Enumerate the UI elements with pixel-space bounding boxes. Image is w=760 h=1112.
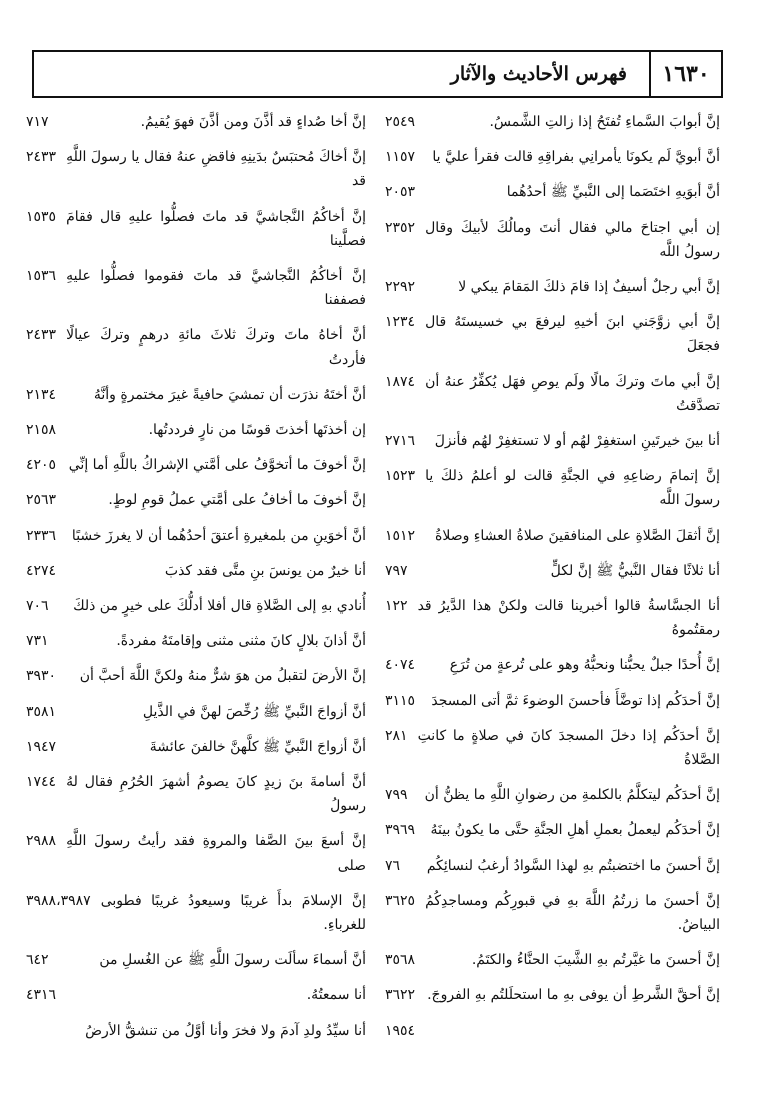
entry-page-ref: ٧٩٧: [385, 562, 408, 579]
index-entry: [26, 594, 366, 618]
index-entry: [385, 594, 720, 642]
entry-text: إنَّ أسعَ بينَ الصَّفا والمروةِ فقد رأيتُ رسولَ اللَّهِ صلى: [66, 833, 366, 874]
entry-text: إنَّ أبي زوَّجَني ابنَ أخيهِ ليرفعَ بي خسيستَهُ قال فجعَلَ: [425, 314, 720, 355]
entry-text: إنَّ الأرضَ لتقبلُ من هوَ شرٌّ منهُ ولكنَّ اللَّهَ أحبَّ أن: [79, 668, 366, 685]
entry-page-ref: ٤٠٧٤: [385, 657, 416, 674]
entry-page-ref: ٧٦: [385, 857, 401, 874]
index-entry: [385, 180, 720, 204]
entry-page-ref: ٣٩٨٨،٣٩٨٧: [26, 892, 91, 909]
entry-text: إنَّ أخوفَ ما أتخوَّفُ على أمَّتي الإشراكُ باللَّهِ أما إنِّي: [68, 457, 366, 474]
entry-page-ref: ١٢٢: [385, 598, 408, 615]
index-entry: [385, 724, 720, 772]
index-entry: [385, 689, 720, 713]
entry-page-ref: ٢٤٣٣: [26, 327, 57, 344]
entry-page-ref: ١٥٢٣: [385, 468, 416, 485]
entry-page-ref: ٦٤٢: [26, 952, 49, 969]
entry-text: أنَّ أزواجَ النَّبيِّ ﷺ كلَّهنَّ خالفنَ عائشةَ: [149, 738, 366, 755]
entry-page-ref: ٢٢٩٢: [385, 279, 416, 296]
index-entry: [26, 110, 366, 134]
entry-text: إنَّ أحدَكُم ليتكلَّمُ بالكلمةِ من رضوانِ اللَّهِ ما يظنُّ أن: [424, 787, 720, 804]
entry-text: أنَّ أبوَيهِ اختَصَما إلى النَّبيِّ ﷺ أحدُهُما: [506, 184, 720, 201]
entry-page-ref: ١٩٥٤: [385, 1022, 416, 1039]
index-entry: [385, 1019, 720, 1043]
entry-page-ref: ٧٣١: [26, 633, 49, 650]
entry-page-ref: ١٢٣٤: [385, 314, 416, 331]
entry-text: إنَّ أخاكُمُ النَّجاشيَّ قد ماتَ فقوموا فصلُّوا عليهِ فصففنا: [66, 268, 366, 309]
entry-page-ref: ١٥٣٥: [26, 208, 57, 225]
entry-page-ref: ٤٢٠٥: [26, 457, 57, 474]
entry-text: إن أخذتَها أخذتَ قوسًا من نارٍ فرددتُها.: [148, 422, 366, 439]
index-entry: [26, 264, 366, 312]
index-entry: [385, 783, 720, 807]
index-entry: [26, 770, 366, 818]
entry-text: إنَّ أخاكَ مُحتبَسٌ بدَينِهِ فاقضِ عنهُ فقال يا رسولَ اللَّهِ قد: [66, 149, 366, 190]
entry-page-ref: ٤٣١٦: [26, 987, 57, 1004]
entry-text: أُنادي بهِ إلى الصَّلاةِ قال أفلا أدلُّكَ على خيرٍ من ذلكَ: [73, 598, 366, 615]
index-entry: [385, 110, 720, 134]
entry-text: أنا الجسَّاسةُ قالوا أخبرينا قالت ولكنْ هذا الدَّيرُ قد رمقتُموهُ: [417, 598, 720, 639]
entry-text: أنَّ أخاهُ ماتَ وتركَ ثلاثَ مائةِ درهمٍ وتركَ عيالًا فأردتُ: [66, 327, 366, 368]
entry-text: إنَّ إتمامَ رضاعِهِ في الجنَّةِ قالت لو أعلمُ ذلكَ يا رسولَ اللَّه: [425, 468, 720, 509]
index-entry: [26, 983, 366, 1007]
entry-page-ref: ٧٠٦: [26, 598, 49, 615]
entry-page-ref: ١٩٤٧: [26, 738, 57, 755]
entry-page-ref: ١٥١٢: [385, 527, 416, 544]
entry-page-ref: ٢٣٥٢: [385, 219, 416, 236]
entry-text: إنَّ أحقَّ الشَّرطِ أن يوفى بهِ ما استحلَلتُم بهِ الفروجَ.: [427, 987, 720, 1004]
entry-text: إنَّ أحدَكُم إذا توضَّأَ فأحسنَ الوضوءَ ثمَّ أتى المسجدَ: [431, 692, 720, 709]
entry-text: إنَّ أثقلَ الصَّلاةِ على المنافقينَ صلاةُ العشاءِ وصلاةُ: [435, 527, 720, 544]
entry-page-ref: ١٥٣٦: [26, 268, 57, 285]
entry-text: أنا سيِّدُ ولدِ آدمَ ولا فخرَ وأنا أوَّلُ من تنشقُّ الأرضُ: [85, 1022, 366, 1039]
entry-page-ref: ٧١٧: [26, 114, 49, 130]
index-entry: [385, 370, 720, 418]
entry-text: إنَّ الإسلامَ بدأَ غريبًا وسيعودُ غريبًا فطوبى للغرباءِ.: [100, 892, 366, 934]
index-entry: [26, 1019, 366, 1043]
entry-text: أنَّ أبويَّ لَم يكونَا يأمرانِي بفراقِهِ قالت فقرأ عليَّ يا: [432, 149, 720, 166]
index-entry: [26, 524, 366, 548]
entry-page-ref: ٣٦٢٥: [385, 892, 416, 909]
entry-text: أنَّ أختَهُ نذرَت أن تمشيَ حافيةً غيرَ مختمرةٍ وأنَّهُ: [93, 386, 366, 403]
entry-page-ref: ٢٧١٦: [385, 433, 416, 450]
entry-text: إنَّ أخوفَ ما أخافُ على أمَّتي عملُ قومِ لوطٍ.: [108, 492, 366, 509]
entry-page-ref: ٣١١٥: [385, 692, 416, 709]
entry-text: إنَّ أحسنَ ما زرتُمُ اللَّهَ بهِ في قبورِكُم ومساجدِكُمُ البياضُ.: [425, 892, 720, 934]
entry-text: إنَّ أحسنَ ما غيَّرتُم بهِ الشَّيبَ الحنَّاءُ والكتَمُ.: [471, 952, 720, 969]
index-entry: [385, 310, 720, 358]
entry-text: إنَّ أبي رجلٌ أسيفٌ إذا قامَ ذلكَ المَقامَ يبكي لا: [458, 279, 720, 296]
index-entry: [385, 854, 720, 878]
index-entry: [26, 829, 366, 877]
index-entry: [26, 205, 366, 253]
page-header: [32, 50, 723, 98]
entry-page-ref: ٢٣٣٦: [26, 527, 57, 544]
index-entry: [26, 629, 366, 653]
entry-page-ref: ٢٥٤٩: [385, 114, 416, 130]
index-entry: [26, 488, 366, 512]
index-entry: [385, 889, 720, 937]
entry-page-ref: ٣٩٦٩: [385, 822, 416, 839]
index-entry: [385, 216, 720, 264]
entry-text: إنَّ أحسنَ ما اختضبتُم بهِ لهذا السَّوادُ أرغبُ لنسائِكُم: [426, 857, 720, 874]
index-entry: [26, 453, 366, 477]
entry-text: أنَّ أسامةَ بنَ زيدٍ كانَ يصومُ أشهرَ الحُرُمِ فقال لهُ رسولُ: [66, 774, 366, 815]
index-entry: [26, 948, 366, 972]
entry-page-ref: ٣٥٦٨: [385, 952, 416, 969]
entry-text: أنَّ أسماءَ سألَت رسولَ اللَّهِ ﷺ عن الغُسلِ من: [99, 952, 366, 969]
entry-page-ref: ١٧٤٤: [26, 774, 57, 791]
entry-page-ref: ٣٦٢٢: [385, 987, 416, 1004]
index-entry: [26, 735, 366, 759]
index-entry: [26, 700, 366, 724]
entry-page-ref: ٢٩٨٨: [26, 833, 57, 850]
entry-text: أنا خيرٌ من يونسَ بنِ متَّى فقد كذبَ: [164, 562, 366, 579]
entry-text: أنَّ أذانَ بلالٍ كانَ مثنى مثنى وإقامتَهُ مفردةً.: [116, 633, 366, 650]
index-entry: [385, 524, 720, 548]
index-entry: [26, 383, 366, 407]
entry-text: إنَّ أخا صُداءٍ قد أذَّنَ ومن أذَّنَ فهوَ يُقيمُ.: [140, 114, 366, 130]
entry-text: إنَّ أحدَكُم ليعملُ بعملِ أهلِ الجنَّةِ حتَّى ما يكونُ بينَهُ: [430, 822, 720, 839]
entry-text: إنَّ أبي ماتَ وتركَ مالًا ولَم يوصِ فهَل يُكفِّرُ عنهُ أن تصدَّقتُ: [425, 373, 720, 414]
index-entry: [26, 145, 366, 193]
entry-text: إن أبي اجتاحَ مالي فقال أنتَ ومالُكَ لأبيكَ وقال رسولُ اللَّه: [425, 219, 720, 260]
entry-page-ref: ٣٩٣٠: [26, 668, 57, 685]
entry-page-ref: ٢٤٣٣: [26, 149, 57, 166]
entry-page-ref: ٧٩٩: [385, 787, 408, 804]
right-column: [385, 110, 720, 1095]
index-entry: [26, 664, 366, 688]
index-entry: [26, 323, 366, 371]
index-entry: [385, 275, 720, 299]
entry-text: أنا ثلاثًا فقال النَّبيُّ ﷺ إنَّ لكلٍّ: [550, 562, 720, 579]
page-number: ١٦٣٠: [649, 52, 721, 96]
entry-page-ref: ٤٢٧٤: [26, 562, 57, 579]
index-entry: [385, 145, 720, 169]
index-entry: [385, 429, 720, 453]
entry-page-ref: ١١٥٧: [385, 149, 416, 166]
entry-page-ref: ٢٥٦٣: [26, 492, 57, 509]
index-entry: [385, 464, 720, 512]
entry-text: أنَّ أزواجَ النَّبيِّ ﷺ رُخِّصَ لهنَّ في الذَّيلِ: [142, 703, 366, 720]
entry-page-ref: ٣٥٨١: [26, 703, 57, 720]
entry-text: إنَّ أُحدًا جبلٌ يحبُّنا ونحبُّهُ وهو على تُرعةٍ من تُرَعِ: [449, 657, 720, 674]
entry-page-ref: ٢١٥٨: [26, 422, 57, 439]
entry-page-ref: ١٨٧٤: [385, 373, 416, 390]
index-entry: [26, 889, 366, 937]
index-entry: [385, 983, 720, 1007]
page-title: فهرس الأحاديث والآثار: [450, 63, 627, 85]
entry-text: أنا بينَ خيرتَينِ استغفِرْ لهُم أو لا تستغفِرْ لهُم فأنزلَ: [434, 433, 720, 450]
index-entry: [385, 818, 720, 842]
entry-page-ref: ٢٨١: [385, 727, 408, 744]
index-entry: [385, 653, 720, 677]
entry-text: أنَّ أخوَينِ من بلمغيرةِ أعتقَ أحدُهُما أن لا يغرزَ خشبًا: [71, 527, 366, 544]
left-column: [26, 110, 366, 1095]
entry-text: إنَّ أحدَكُم إذا دخلَ المسجدَ كانَ في صلاةٍ ما كانتِ الصَّلاةُ: [417, 727, 720, 769]
index-entry: [385, 948, 720, 972]
index-entry: [26, 418, 366, 442]
entry-page-ref: ٢١٣٤: [26, 386, 57, 403]
entry-text: أنا سمعتُهُ.: [306, 987, 366, 1004]
index-entry: [385, 559, 720, 583]
entry-text: إنَّ أبوابَ السَّماءِ تُفتَحُ إذا زالتِ الشَّمسُ.: [489, 114, 720, 130]
entry-text: إنَّ أخاكُمُ النَّجاشيَّ قد ماتَ فصلُّوا عليهِ قال فقامَ فصلَّينا: [66, 208, 366, 249]
entry-page-ref: ٢٠٥٣: [385, 184, 416, 201]
index-entry: [26, 559, 366, 583]
